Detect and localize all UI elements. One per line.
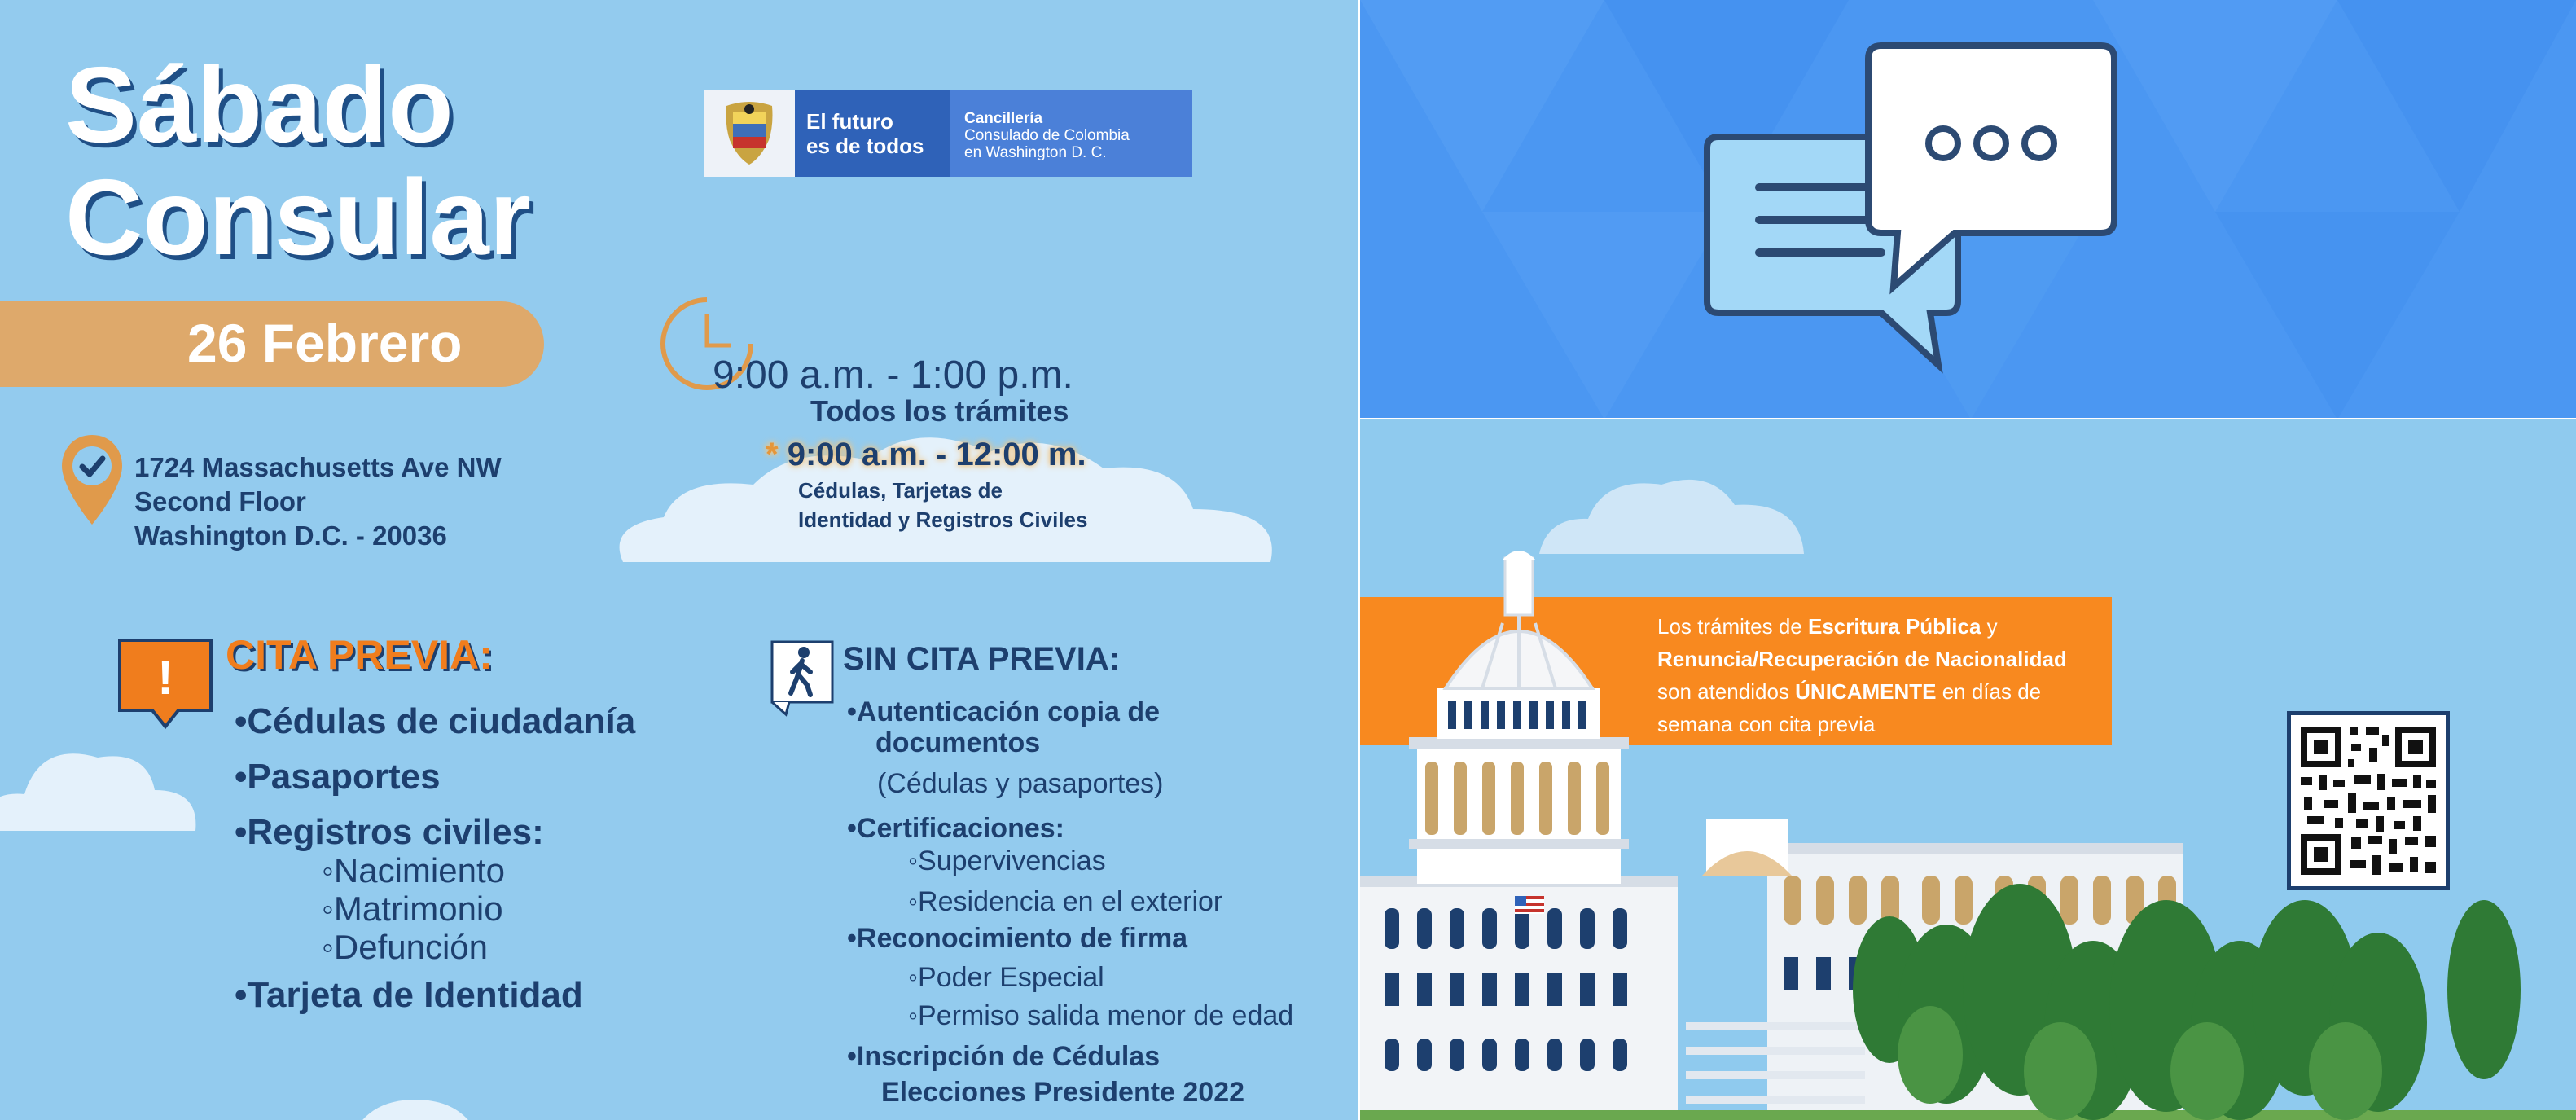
logo-organization: [950, 90, 1192, 177]
list-subitem: ◦Poder Especial: [908, 962, 1104, 993]
address-line: 1724 Massachusetts Ave NW: [134, 452, 502, 482]
notice-text-part: en días de: [1936, 679, 2042, 704]
notice-emphasis: ÚNICAMENTE: [1795, 679, 1937, 704]
poster-title: [65, 45, 532, 277]
logo-org-line: Cancillería: [964, 110, 1043, 127]
title-line-2: Consular: [65, 157, 532, 277]
notice-text-part: son atendidos: [1657, 679, 1796, 704]
schedule-alt-desc-line: Identidad y Registros Civiles: [798, 507, 1088, 532]
registros-sublist: [322, 851, 505, 966]
event-date: 26 Febrero: [187, 313, 463, 373]
list-item: •Reconocimiento de firma: [847, 923, 1188, 954]
schedule-main-time: 9:00 a.m. - 1:00 p.m.: [713, 354, 1073, 397]
notice-text-part: Los trámites de: [1657, 614, 1808, 639]
cita-previa-title: CITA PREVIA:: [226, 632, 493, 678]
notice-text-part: y: [1981, 614, 1998, 639]
list-item: •Pasaportes: [235, 757, 441, 797]
list-item: ◦Matrimonio: [322, 889, 503, 928]
alert-mark: !: [157, 652, 173, 705]
alert-icon: [116, 637, 214, 731]
list-item: •Cédulas de ciudadanía: [235, 701, 636, 741]
address-line: Second Floor: [134, 486, 306, 516]
schedule-alt-desc-line: Cédulas, Tarjetas de: [798, 478, 1003, 503]
location-pin-icon: [59, 432, 125, 528]
schedule-main-desc: Todos los trámites: [810, 394, 1069, 428]
list-item-continuation: Elecciones Presidente 2022: [881, 1077, 1245, 1108]
coat-of-arms-icon: [704, 90, 795, 177]
logo-org-line: Consulado de Colombia: [964, 127, 1130, 144]
list-item-continuation: documentos: [875, 727, 1041, 758]
list-item: ◦Defunción: [322, 928, 489, 966]
cloud-decoration: [350, 1091, 481, 1120]
walking-person-icon: [770, 639, 835, 717]
logo-slogan: [795, 90, 950, 177]
notice-line: [1657, 610, 2067, 643]
notice-text: [1657, 610, 2067, 740]
schedule-alt-time: [766, 437, 1086, 473]
notice-emphasis: Renuncia/Recuperación de Nacionalidad: [1657, 647, 2067, 671]
title-line-1: Sábado: [65, 45, 454, 165]
list-subitem: ◦Residencia en el exterior: [908, 886, 1223, 917]
notice-line: [1657, 643, 2067, 675]
logo-slogan-line: El futuro: [806, 109, 893, 134]
chat-bubbles-icon: [1702, 41, 2126, 391]
list-subitem: ◦Supervivencias: [908, 845, 1106, 876]
list-item: ◦Nacimiento: [322, 851, 505, 889]
address-line: Washington D.C. - 20036: [134, 520, 447, 551]
list-item: •Tarjeta de Identidad: [235, 975, 583, 1015]
notice-emphasis: Escritura Pública: [1807, 614, 1981, 639]
list-item-note: (Cédulas y pasaportes): [877, 768, 1164, 799]
consulate-logo: [704, 90, 1192, 177]
cloud-decoration: [0, 725, 204, 839]
list-item: •Certificaciones:: [847, 813, 1064, 844]
notice-panel: [1360, 419, 2576, 1120]
list-item: •Inscripción de Cédulas: [847, 1041, 1161, 1072]
asterisk: *: [766, 437, 779, 472]
list-item: •Registros civiles:: [235, 812, 544, 852]
schedule-alt-desc: [798, 476, 1087, 534]
address-block: [134, 450, 502, 553]
logo-org-line: en Washington D. C.: [964, 144, 1107, 161]
cita-previa-list: [235, 694, 635, 860]
sin-cita-previa-title: SIN CITA PREVIA:: [843, 641, 1121, 677]
notice-line: [1657, 675, 2067, 708]
list-item: •Autenticación copia de: [847, 696, 1161, 727]
logo-slogan-line: es de todos: [806, 134, 924, 158]
chat-panel: [1360, 0, 2576, 419]
notice-line: semana con cita previa: [1657, 712, 1876, 736]
schedule-alt-time-text: 9:00 a.m. - 12:00 m.: [787, 437, 1086, 472]
list-subitem: ◦Permiso salida menor de edad: [908, 1000, 1294, 1031]
qr-code-icon[interactable]: [2287, 711, 2450, 890]
